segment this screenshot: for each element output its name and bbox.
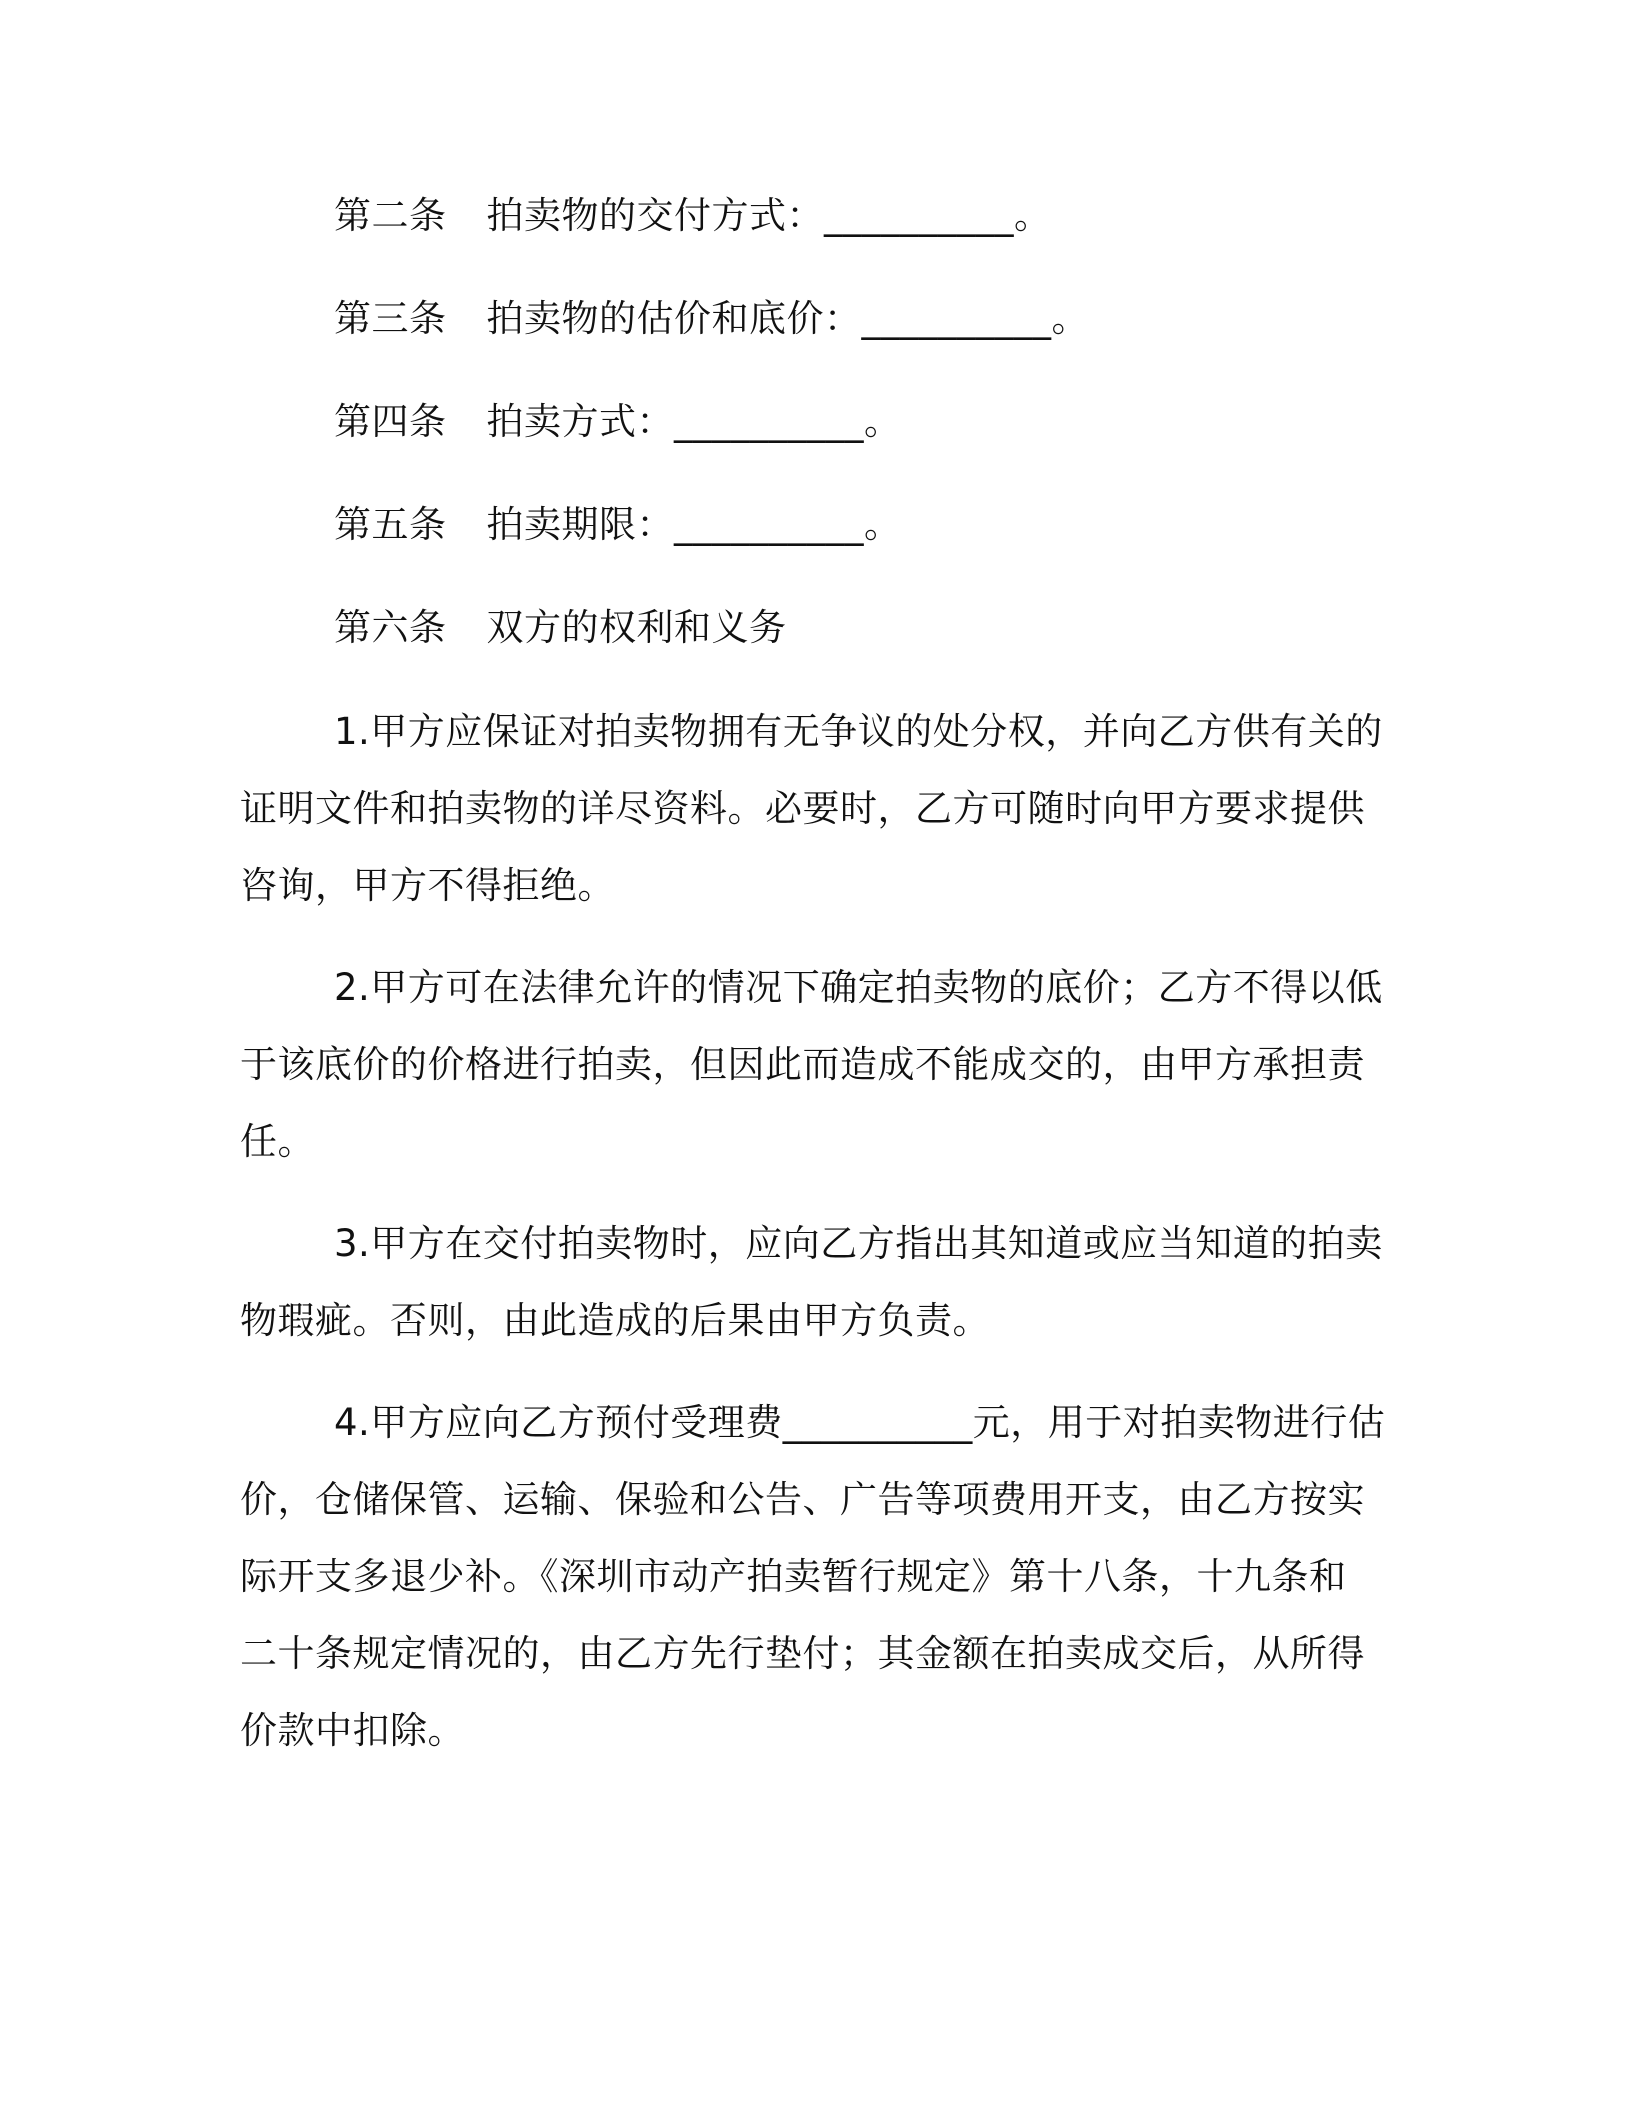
article-text: 拍卖物的估价和底价：__________。 <box>486 297 1089 340</box>
clause-1-line-3: 咨询，甲方不得拒绝。 <box>240 864 615 907</box>
clause-4-line-1: 4.甲方应向乙方预付受理费__________元，用于对拍卖物进行估 <box>334 1401 1386 1444</box>
clause-1-line-1: 1.甲方应保证对拍卖物拥有无争议的处分权，并向乙方供有关的 <box>334 710 1383 753</box>
article-number: 第四条 <box>334 400 447 443</box>
clause-4-line-5: 价款中扣除。 <box>240 1709 465 1752</box>
clause-4-line-2: 价，仓储保管、运输、保验和公告、广告等项费用开支，由乙方按实 <box>240 1478 1365 1521</box>
article-2 <box>334 192 1052 240</box>
clause-2-line-3: 任。 <box>240 1120 315 1163</box>
article-6 <box>334 604 787 652</box>
clause-3-line-2: 物瑕疵。否则，由此造成的后果由甲方负责。 <box>240 1299 990 1342</box>
article-text: 双方的权利和义务 <box>486 606 787 649</box>
article-text: 拍卖期限：__________。 <box>486 503 902 546</box>
clause-4-line-4: 二十条规定情况的，由乙方先行垫付；其金额在拍卖成交后，从所得 <box>240 1632 1365 1675</box>
clause-4-line-3: 际开支多退少补。《深圳市动产拍卖暂行规定》第十八条，十九条和 <box>240 1555 1347 1598</box>
article-number: 第二条 <box>334 194 447 237</box>
article-text: 拍卖物的交付方式：__________。 <box>486 194 1052 237</box>
article-4 <box>334 398 902 446</box>
clause-2-line-2: 于该底价的价格进行拍卖，但因此而造成不能成交的，由甲方承担责 <box>240 1043 1365 1086</box>
article-3 <box>334 295 1089 343</box>
clause-1-line-2: 证明文件和拍卖物的详尽资料。必要时，乙方可随时向甲方要求提供 <box>240 787 1365 830</box>
article-number: 第三条 <box>334 297 447 340</box>
article-text: 拍卖方式：__________。 <box>486 400 902 443</box>
clause-2-line-1: 2.甲方可在法律允许的情况下确定拍卖物的底价；乙方不得以低 <box>334 966 1383 1009</box>
article-5 <box>334 501 902 549</box>
clause-3-line-1: 3.甲方在交付拍卖物时，应向乙方指出其知道或应当知道的拍卖 <box>334 1222 1383 1265</box>
article-number: 第五条 <box>334 503 447 546</box>
article-number: 第六条 <box>334 606 447 649</box>
